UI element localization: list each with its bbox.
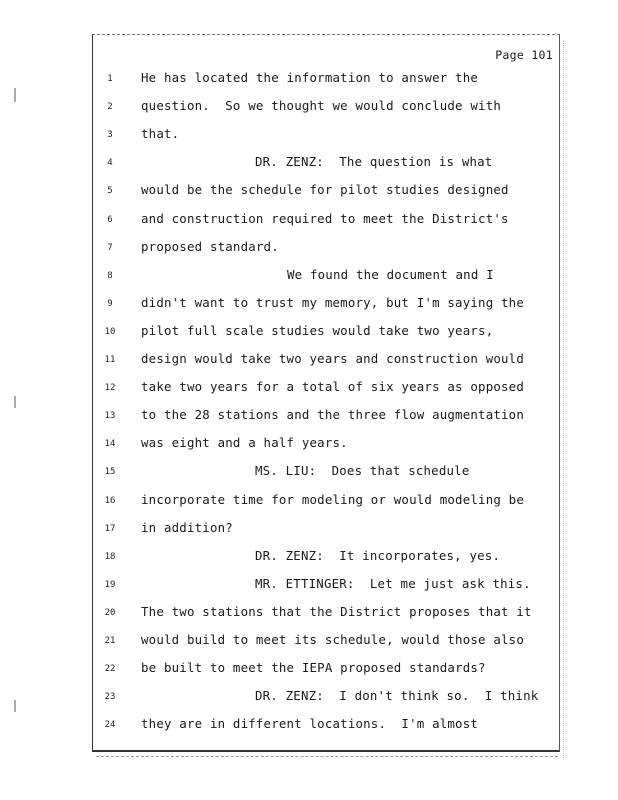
transcript-line xyxy=(93,239,559,259)
line-number: 23 xyxy=(104,692,116,703)
line-text: and construction required to meet the District's xyxy=(141,210,509,226)
transcript-line xyxy=(93,267,559,287)
line-number: 3 xyxy=(107,130,113,141)
line-number: 15 xyxy=(104,467,116,478)
margin-mark xyxy=(14,396,16,408)
line-number: 7 xyxy=(107,242,113,253)
line-text: design would take two years and construction would xyxy=(141,351,524,366)
transcript-line xyxy=(93,98,559,118)
transcript-line xyxy=(93,70,559,90)
line-number: 18 xyxy=(104,551,116,562)
transcript-page xyxy=(92,34,560,752)
line-number: 24 xyxy=(104,720,116,731)
line-number: 13 xyxy=(104,411,116,422)
transcript-line xyxy=(93,632,559,652)
line-text: in addition? xyxy=(141,519,233,535)
line-number: 8 xyxy=(107,270,113,281)
line-text: didn't want to trust my memory, but I'm saying the xyxy=(141,294,524,310)
transcript-line xyxy=(93,351,559,371)
line-text: incorporate time for modeling or would modeling be xyxy=(141,491,524,507)
transcript-line xyxy=(93,492,559,512)
transcript-line xyxy=(93,407,559,427)
transcript-line xyxy=(93,548,559,568)
margin-mark xyxy=(14,88,16,102)
transcript-line xyxy=(93,716,559,736)
line-text: would be the schedule for pilot studies designed xyxy=(141,182,509,198)
line-text: proposed standard. xyxy=(141,238,279,254)
line-text: He has located the information to answer the xyxy=(141,70,479,85)
line-number: 19 xyxy=(104,579,116,590)
line-number: 22 xyxy=(104,664,116,675)
line-text: MS. LIU: Does that schedule xyxy=(255,463,470,479)
line-text: MR. ETTINGER: Let me just ask this. xyxy=(255,575,531,591)
transcript-line xyxy=(93,576,559,596)
line-number: 9 xyxy=(107,298,113,309)
line-text: was eight and a half years. xyxy=(141,435,348,451)
line-text: be built to meet the IEPA proposed standards? xyxy=(141,660,486,676)
line-text: question. So we thought we would conclude with xyxy=(141,98,502,114)
line-number: 1 xyxy=(107,74,113,84)
line-text: pilot full scale studies would take two years, xyxy=(141,322,494,338)
line-text: to the 28 stations and the three flow augmentation xyxy=(141,407,524,423)
line-text: would build to meet its schedule, would those also xyxy=(141,632,524,647)
line-number: 20 xyxy=(104,607,116,618)
margin-mark xyxy=(14,700,16,712)
transcript-line xyxy=(93,435,559,455)
line-text: take two years for a total of six years as opposed xyxy=(141,379,524,395)
line-number: 11 xyxy=(104,355,116,365)
transcript-line xyxy=(93,211,559,231)
line-number: 16 xyxy=(104,495,116,506)
line-text: The two stations that the District proposes that it xyxy=(141,603,532,619)
line-number: 2 xyxy=(107,102,113,113)
line-number: 10 xyxy=(104,326,116,337)
transcript-line xyxy=(93,323,559,343)
line-number: 17 xyxy=(104,523,116,534)
line-text: they are in different locations. I'm almost xyxy=(141,716,479,732)
line-number: 5 xyxy=(107,186,113,197)
line-number: 21 xyxy=(104,636,116,646)
line-number: 4 xyxy=(107,158,113,169)
transcript-line xyxy=(93,154,559,174)
right-edge-rule xyxy=(563,40,565,760)
transcript-line xyxy=(93,463,559,483)
line-number: 14 xyxy=(104,439,116,450)
line-text: DR. ZENZ: It incorporates, yes. xyxy=(255,547,501,563)
transcript-line xyxy=(93,295,559,315)
transcript-line xyxy=(93,379,559,399)
line-text: that. xyxy=(141,126,180,142)
transcript-line xyxy=(93,604,559,624)
line-text: DR. ZENZ: The question is what xyxy=(255,154,493,170)
page-number: Page 101 xyxy=(495,48,553,62)
transcript-line xyxy=(93,688,559,708)
line-number: 12 xyxy=(104,383,116,394)
line-text: DR. ZENZ: I don't think so. I think xyxy=(255,688,539,704)
transcript-line xyxy=(93,126,559,146)
transcript-line xyxy=(93,660,559,680)
line-number: 6 xyxy=(107,214,113,225)
transcript-line xyxy=(93,182,559,202)
transcript-line xyxy=(93,520,559,540)
bottom-border xyxy=(96,756,558,757)
line-text: We found the document and I xyxy=(287,266,494,282)
